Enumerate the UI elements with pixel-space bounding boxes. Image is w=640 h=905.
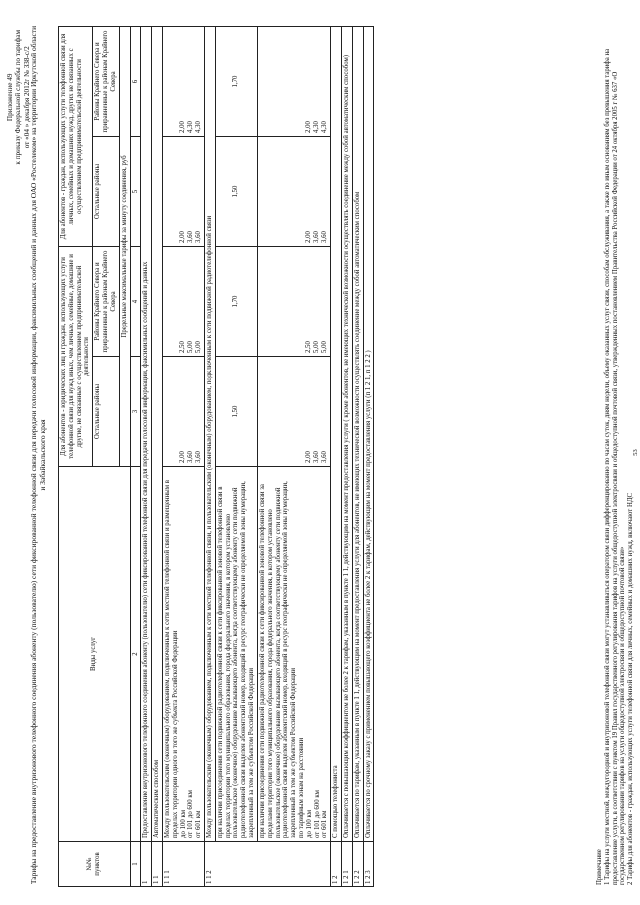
col-header-num: №№ пунктов (59, 842, 131, 887)
tariff-values-col3 (257, 357, 330, 467)
distance-label: от 101 до 600 км (187, 790, 195, 838)
table-row (342, 27, 353, 887)
tariff-unit-label: Предельные максимальные тарифы за минуту соединения, руб (119, 27, 130, 467)
tariff-value: 5,00 (187, 341, 194, 353)
tariff-value: 4,30 (321, 121, 329, 133)
tariff-value: 2,00 (179, 231, 186, 243)
tariff-value: 4,30 (187, 121, 194, 133)
tariff-value: 3,60 (187, 451, 194, 463)
row-description: при наличии присоединения сети подвижной радиотелефонной связи к сети фиксированной зоновой телефонной связи за пределами территории того муниципального образования, города федерального значения, в котором установлено пользовательское (оконечное) оборудование вызывающего абонента, когда соответствующему абоненту сети подвижной радиотелефонной связи выделен абонентский номер, входящий в ресурс географически не определяемой зоны нумерации, закрепленный за тем же субъектом Российской Федерации (258, 481, 298, 838)
tariff-value: 1,50 (215, 357, 257, 467)
row-text: Оплачивается по срочному заказу с применением повышающего коэффициента не более 2 к тарифам, действующим на момент предоставления услуги (п 1 2 1, п 1 2 2 ) (363, 27, 374, 842)
distance-label: от 101 до 600 км (313, 790, 321, 838)
table-row (257, 27, 330, 887)
tariff-values-col3 (162, 357, 204, 467)
row-text (257, 467, 330, 842)
page-number: 53 (632, 449, 639, 456)
tariff-values-col5 (257, 137, 330, 247)
tariff-value: 4,30 (313, 121, 321, 133)
tariff-value: 1,50 (215, 137, 257, 247)
tariff-value: 5,00 (321, 341, 329, 353)
row-text: Автоматическим способом (152, 27, 163, 842)
table-row (331, 27, 342, 887)
tariff-value: 4,30 (195, 121, 202, 133)
row-number: 1 2 3 (363, 842, 374, 887)
tariff-values-col4 (162, 247, 204, 357)
table-row (141, 27, 152, 887)
row-text: при наличии присоединения сети подвижной радиотелефонной связи к сети фиксированной зоновой телефонной связи в пределах территории того муниципального образования, города федерального значения, в котором установлено пользовательское (оконечное) оборудование вызывающего абонента, когда соответствующему абоненту сети подвижной радиотелефонной связи выделен абонентский номер, входящий в ресурс географически не определяемой зоны нумерации, закрепленный за тем же субъектом Российской Федерации (215, 467, 257, 842)
tariff-value: 1,70 (215, 27, 257, 137)
row-number: 1 1 2 (205, 842, 331, 887)
row-text: Предоставление внутризонового телефонного соединения абоненту (пользователю) сети фиксированной телефонной связи для передачи голосовой информации, факсимильных сообщений и данных (141, 27, 152, 842)
col-number-4: 4 (130, 247, 141, 357)
document-title: Тарифы на предоставление внутризонового телефонного соединения абоненту (пользователю) сети фиксированной телефонной связи для передачи голосовой информации, факсимильных сообщений и данных для ОАО «Ростелеком» на территории Иркутской области и Забайкальского края (29, 25, 47, 885)
table-row (363, 27, 374, 887)
appendix-order-ref: к приказу Федеральной службы по тарифам (14, 30, 23, 165)
distance-label: от 601 км (195, 810, 203, 838)
tariff-values-col6 (257, 27, 330, 137)
row-text: Оплачивается по тарифам, указанным в пункте 1 1, действующим на момент предоставления услуги для абонентов, не имеющих технической возможности осуществлять соединение между собой автоматическим способом (352, 27, 363, 842)
col-north-regions-2: Районы Крайнего Севера и приравненные к районам Крайнего Севера (93, 27, 119, 137)
tariff-values-col6 (162, 27, 204, 137)
appendix-order-date: от «04 » декабря 2012г № 338-с/2 (22, 46, 31, 149)
tariff-value: 3,60 (195, 451, 202, 463)
col-other-regions-2: Остальные районы (93, 137, 119, 247)
tariff-value: 3,60 (187, 231, 194, 243)
table-row (152, 27, 163, 887)
notes-heading: Примечание (596, 849, 603, 885)
col-number-3: 3 (130, 357, 141, 467)
tariff-value: 3,60 (313, 231, 321, 243)
note-1: 1 Тарифы на услуги местной, междугородной и внутризоновой телефонной связи могут устанавливаться оператором связи дифференцированно по часам суток, дням недели, объему оказанных услуг связи, способам обслуживания, а также по иным основаниям без превышения тарифа на предоставление услуги, в соответствии с пунктом 19 Правил государственного регулирования тарифов на услуги общедоступной электросвязи и общедоступной почтовой связи, утвержденных постановлением Правительства Российской Федерации от 24 октября 2005 г № 637 «О государственном регулировании тарифов на услуги общедоступной электросвязи и общедоступной почтовой связи» (603, 48, 627, 885)
row-number: 1 (141, 842, 152, 887)
table-row (352, 27, 363, 887)
tariff-value: 3,60 (195, 231, 202, 243)
table-row (162, 27, 204, 887)
tariff-value: 5,00 (313, 341, 321, 353)
row-number: 1 2 (331, 842, 342, 887)
note-2: 2 Тарифы для абонентов - граждан, использующих услуги телефонной связи для личных, семейных и домашних нужд, включают НДС (627, 492, 635, 885)
row-text: Оплачивается с повышающим коэффициентом не более 2 к тарифам, указанным в пункте 1 1, действующим на момент предоставления услуги ( кроме абонентов, не имеющих технической возможности осуществлять соединение между собой автоматическим способом) (342, 27, 353, 842)
row-description: Между пользовательским (оконечным) оборудованием, подключенным к сети местной телефонной связи и размещенным в пределах территории одного и того же субъекта Российской Федерации (163, 480, 179, 838)
table-row (205, 27, 216, 887)
column-number-row (130, 27, 141, 887)
table-row (215, 27, 257, 887)
row-number: 1 2 2 (352, 842, 363, 887)
tariff-value: 2,00 (305, 231, 313, 243)
col-number-1: 1 (130, 842, 141, 887)
distance-label: до 100 км (305, 809, 313, 838)
tariff-value: 3,60 (321, 231, 329, 243)
tariff-values-col5 (162, 137, 204, 247)
tariff-value: 2,00 (305, 451, 313, 463)
tariff-value: 1,70 (215, 247, 257, 357)
col-number-5: 5 (130, 137, 141, 247)
tariff-value: 2,00 (179, 451, 186, 463)
tariff-values-col4 (257, 247, 330, 357)
appendix-header (6, 30, 31, 165)
row-number: 1 2 1 (342, 842, 353, 887)
table-header-row (59, 27, 93, 887)
col-other-regions-1: Остальные районы (93, 357, 119, 467)
tariff-value: 2,50 (179, 341, 186, 353)
appendix-number: Приложение 49 (6, 73, 14, 122)
row-description: по тарифным зонам на расстоянии (297, 737, 305, 838)
col-number-2: 2 (130, 467, 141, 842)
col-header-service: Виды услуг (59, 467, 131, 842)
col-number-6: 6 (130, 27, 141, 137)
tariff-table (58, 26, 374, 887)
tariff-value: 3,60 (321, 451, 329, 463)
col-header-legal: Для абонентов - юридических лиц и граждан, использующих услуги телефонной связи для нужд иных, чем личные, семейные, домашние и другие, не связанные с осуществлением предпринимательской деятельности (59, 247, 93, 467)
tariff-value: 2,00 (305, 121, 313, 133)
row-text: С помощью телефониста (331, 27, 342, 842)
col-north-regions-1: Районы Крайнего Севера и приравненные к районам Крайнего Севера (93, 247, 119, 357)
row-number: 1 1 1 (162, 842, 204, 887)
row-number: 1 1 (152, 842, 163, 887)
tariff-value: 2,50 (305, 341, 313, 353)
notes-section (596, 25, 635, 885)
col-header-citizens: Для абонентов - граждан, использующих услуги телефонной связи для личных, семейных и домашних нужд, других не связанных с осуществлением предпринимательской деятельности (59, 27, 93, 247)
row-text (162, 467, 204, 842)
distance-label: до 100 км (179, 809, 187, 838)
distance-label: от 601 км (321, 810, 329, 838)
tariff-value: 2,00 (179, 121, 186, 133)
row-text: Между пользовательским (оконечным) оборудованием, подключенным к сети местной телефонной связи, и пользовательским (оконечным) оборудованием, подключенным к сети подвижной радиотелефонной связи (205, 27, 216, 842)
tariff-value: 3,60 (313, 451, 321, 463)
tariff-value: 5,00 (195, 341, 202, 353)
